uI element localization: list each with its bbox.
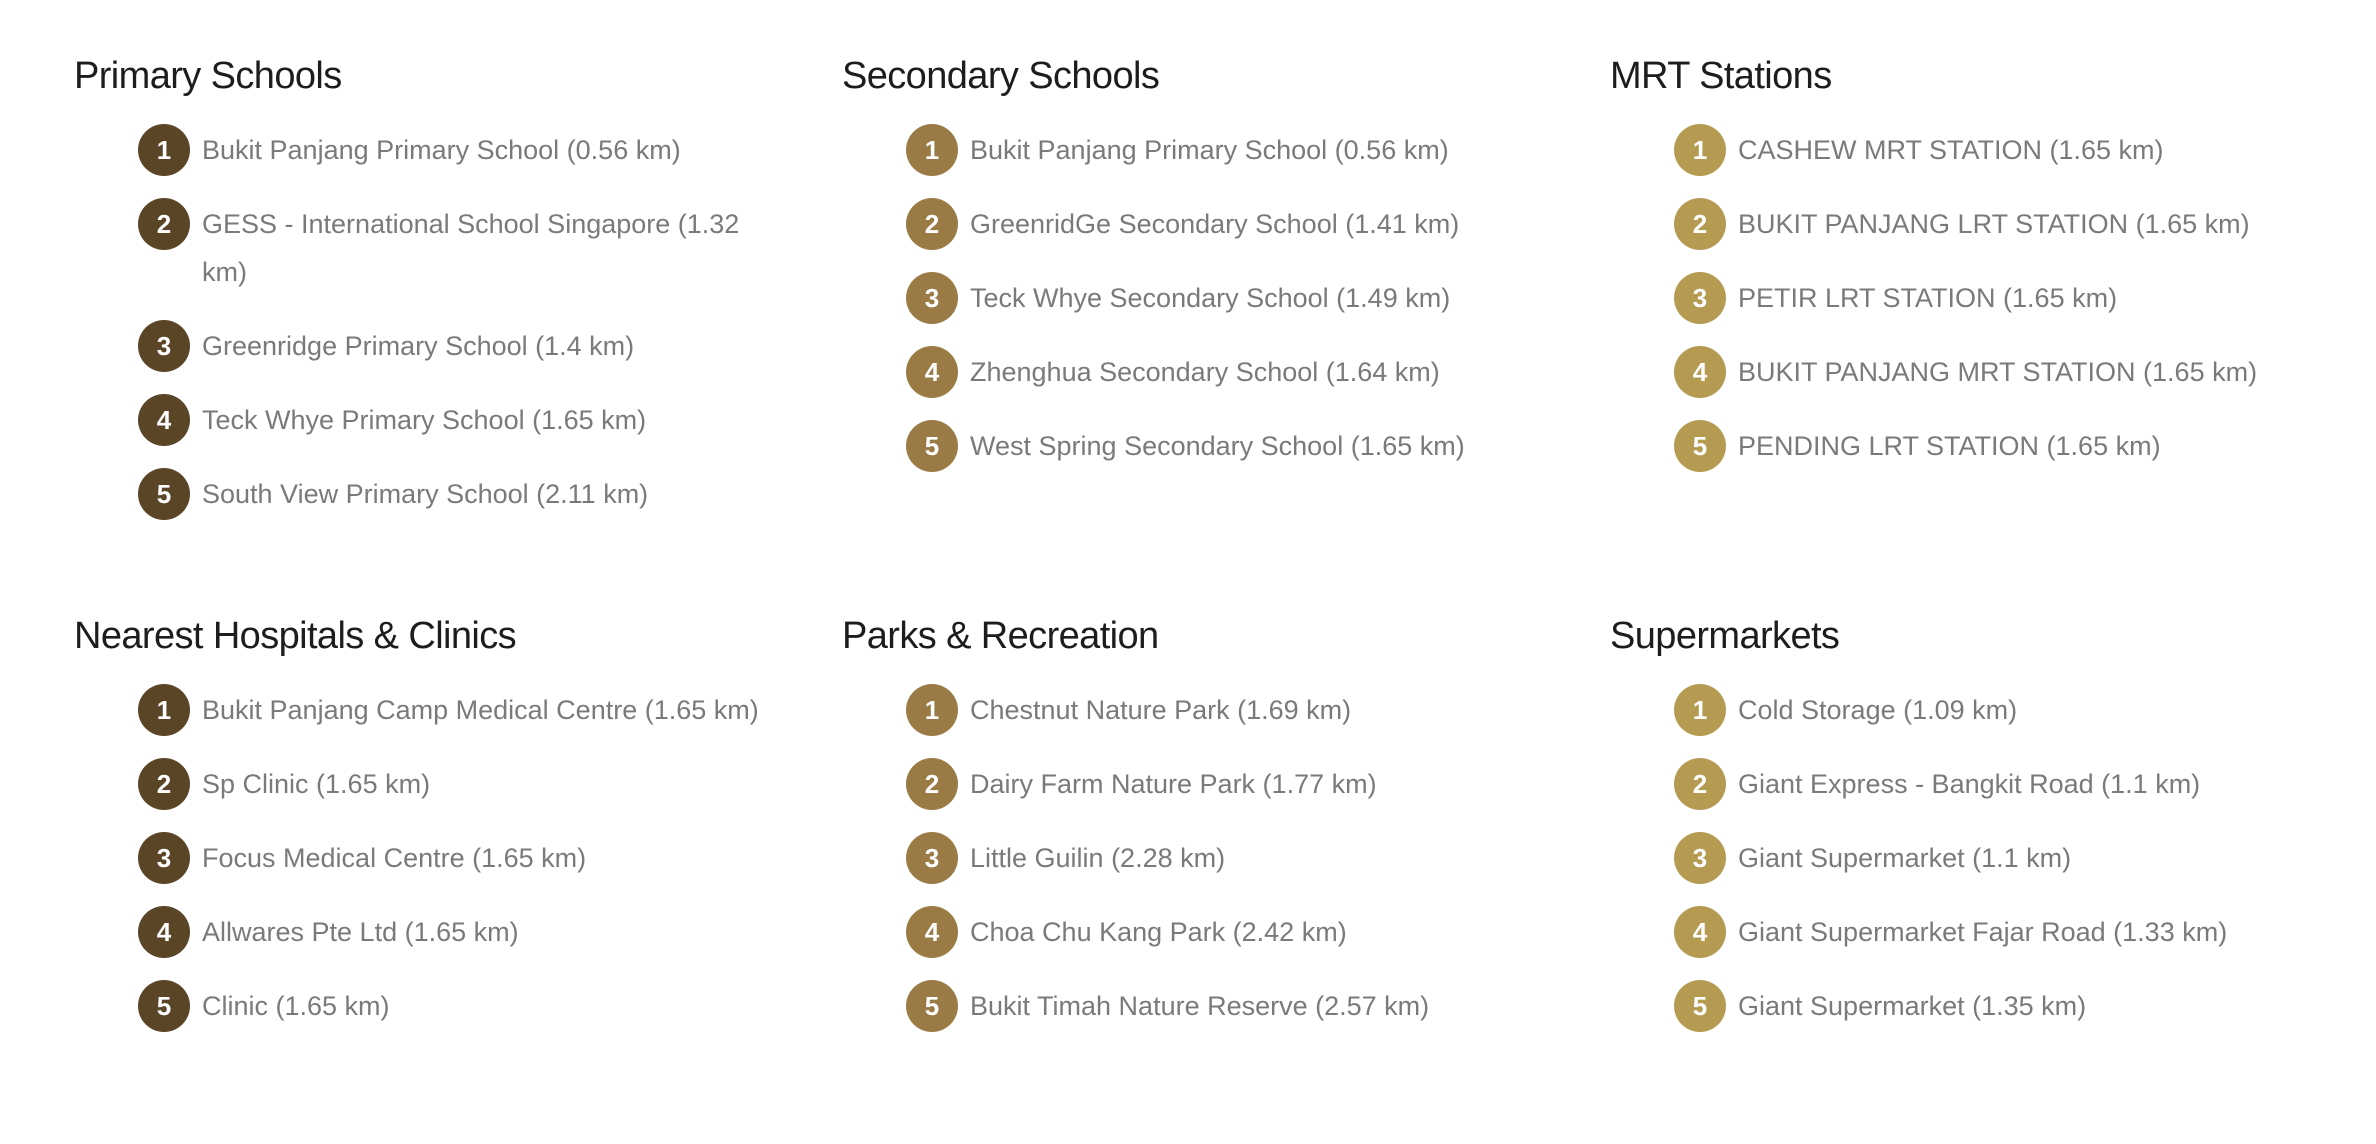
list-item: [1674, 686, 2350, 734]
amenity-list: [842, 686, 1582, 1030]
section-title: Parks & Recreation: [842, 615, 1159, 657]
item-label: Bukit Panjang Primary School (0.56 km): [970, 135, 1449, 165]
list-item: [1674, 126, 2350, 174]
item-label: Greenridge Primary School (1.4 km): [202, 331, 635, 361]
list-item: [138, 396, 814, 444]
list-item: [906, 982, 1582, 1030]
list-item: [1674, 274, 2350, 322]
list-item: [906, 348, 1582, 396]
number-badge: 5: [138, 980, 190, 1032]
item-label: Choa Chu Kang Park (2.42 km): [970, 917, 1347, 947]
number-badge: 3: [138, 320, 190, 372]
list-item: [138, 686, 814, 734]
amenity-list: [1610, 126, 2350, 470]
amenity-list: [74, 686, 814, 1030]
amenity-list: [842, 126, 1582, 470]
list-item: [1674, 422, 2350, 470]
list-item: [138, 760, 814, 808]
number-badge: 3: [1674, 832, 1726, 884]
list-item: [138, 908, 814, 956]
number-badge: 4: [138, 906, 190, 958]
list-item: [906, 834, 1582, 882]
number-badge: 2: [906, 198, 958, 250]
item-label: PETIR LRT STATION (1.65 km): [1738, 283, 2118, 313]
number-badge: 5: [1674, 420, 1726, 472]
section-mrt-stations: [1610, 50, 2350, 496]
list-item: [1674, 760, 2350, 808]
number-badge: 1: [138, 124, 190, 176]
list-item: [1674, 834, 2350, 882]
number-badge: 5: [1674, 980, 1726, 1032]
number-badge: 4: [1674, 906, 1726, 958]
list-item: [138, 834, 814, 882]
list-item: [906, 760, 1582, 808]
list-item: [1674, 200, 2350, 248]
number-badge: 1: [138, 684, 190, 736]
list-item: [906, 422, 1582, 470]
item-label: Bukit Timah Nature Reserve (2.57 km): [970, 991, 1430, 1021]
item-label: South View Primary School (2.11 km): [202, 479, 649, 509]
item-label: Giant Supermarket Fajar Road (1.33 km): [1738, 917, 2228, 947]
number-badge: 5: [138, 468, 190, 520]
number-badge: 5: [906, 980, 958, 1032]
number-badge: 1: [1674, 684, 1726, 736]
section-secondary-schools: [842, 50, 1582, 496]
number-badge: 1: [906, 684, 958, 736]
section-supermarkets: [1610, 610, 2350, 1056]
item-label: Sp Clinic (1.65 km): [202, 769, 431, 799]
item-label: Giant Supermarket (1.35 km): [1738, 991, 2087, 1021]
list-item: [138, 470, 814, 518]
section-hospitals-clinics: [74, 610, 814, 1056]
number-badge: 4: [138, 394, 190, 446]
section-title: Primary Schools: [74, 55, 342, 97]
number-badge: 2: [1674, 758, 1726, 810]
item-label: BUKIT PANJANG MRT STATION (1.65 km): [1738, 357, 2258, 387]
item-label: Chestnut Nature Park (1.69 km): [970, 695, 1352, 725]
list-item: [1674, 982, 2350, 1030]
item-label: Allwares Pte Ltd (1.65 km): [202, 917, 519, 947]
number-badge: 4: [906, 906, 958, 958]
item-label: Giant Supermarket (1.1 km): [1738, 843, 2072, 873]
item-label: BUKIT PANJANG LRT STATION (1.65 km): [1738, 209, 2250, 239]
list-item: [1674, 908, 2350, 956]
item-label: Zhenghua Secondary School (1.64 km): [970, 357, 1440, 387]
item-label: Bukit Panjang Camp Medical Centre (1.65 km): [202, 695, 759, 725]
item-label: Focus Medical Centre (1.65 km): [202, 843, 587, 873]
list-item: [138, 200, 762, 296]
section-title: Nearest Hospitals & Clinics: [74, 615, 517, 657]
item-label: Cold Storage (1.09 km): [1738, 695, 2018, 725]
list-item: [1674, 348, 2350, 396]
list-item: [138, 126, 814, 174]
section-primary-schools: [74, 50, 814, 544]
list-item: [906, 274, 1582, 322]
number-badge: 2: [138, 758, 190, 810]
list-item: [138, 322, 814, 370]
number-badge: 1: [1674, 124, 1726, 176]
section-title: MRT Stations: [1610, 55, 1832, 97]
number-badge: 3: [1674, 272, 1726, 324]
item-label: Bukit Panjang Primary School (0.56 km): [202, 135, 681, 165]
list-item: [906, 686, 1582, 734]
item-label: GreenridGe Secondary School (1.41 km): [970, 209, 1460, 239]
number-badge: 2: [138, 198, 190, 250]
section-title: Supermarkets: [1610, 615, 1840, 657]
item-label: GESS - International School Singapore (1.32 km): [202, 209, 740, 287]
number-badge: 5: [906, 420, 958, 472]
number-badge: 3: [906, 832, 958, 884]
item-label: Little Guilin (2.28 km): [970, 843, 1226, 873]
list-item: [906, 126, 1582, 174]
amenity-list: [1610, 686, 2350, 1030]
item-label: Teck Whye Primary School (1.65 km): [202, 405, 647, 435]
number-badge: 3: [138, 832, 190, 884]
number-badge: 1: [906, 124, 958, 176]
number-badge: 4: [1674, 346, 1726, 398]
item-label: West Spring Secondary School (1.65 km): [970, 431, 1465, 461]
item-label: Teck Whye Secondary School (1.49 km): [970, 283, 1451, 313]
section-parks-recreation: [842, 610, 1582, 1056]
item-label: Clinic (1.65 km): [202, 991, 390, 1021]
item-label: Dairy Farm Nature Park (1.77 km): [970, 769, 1377, 799]
number-badge: 4: [906, 346, 958, 398]
amenity-list: [74, 126, 814, 518]
item-label: CASHEW MRT STATION (1.65 km): [1738, 135, 2164, 165]
item-label: PENDING LRT STATION (1.65 km): [1738, 431, 2161, 461]
number-badge: 3: [906, 272, 958, 324]
section-title: Secondary Schools: [842, 55, 1160, 97]
list-item: [138, 982, 814, 1030]
item-label: Giant Express - Bangkit Road (1.1 km): [1738, 769, 2201, 799]
list-item: [906, 908, 1582, 956]
list-item: [906, 200, 1582, 248]
number-badge: 2: [906, 758, 958, 810]
number-badge: 2: [1674, 198, 1726, 250]
